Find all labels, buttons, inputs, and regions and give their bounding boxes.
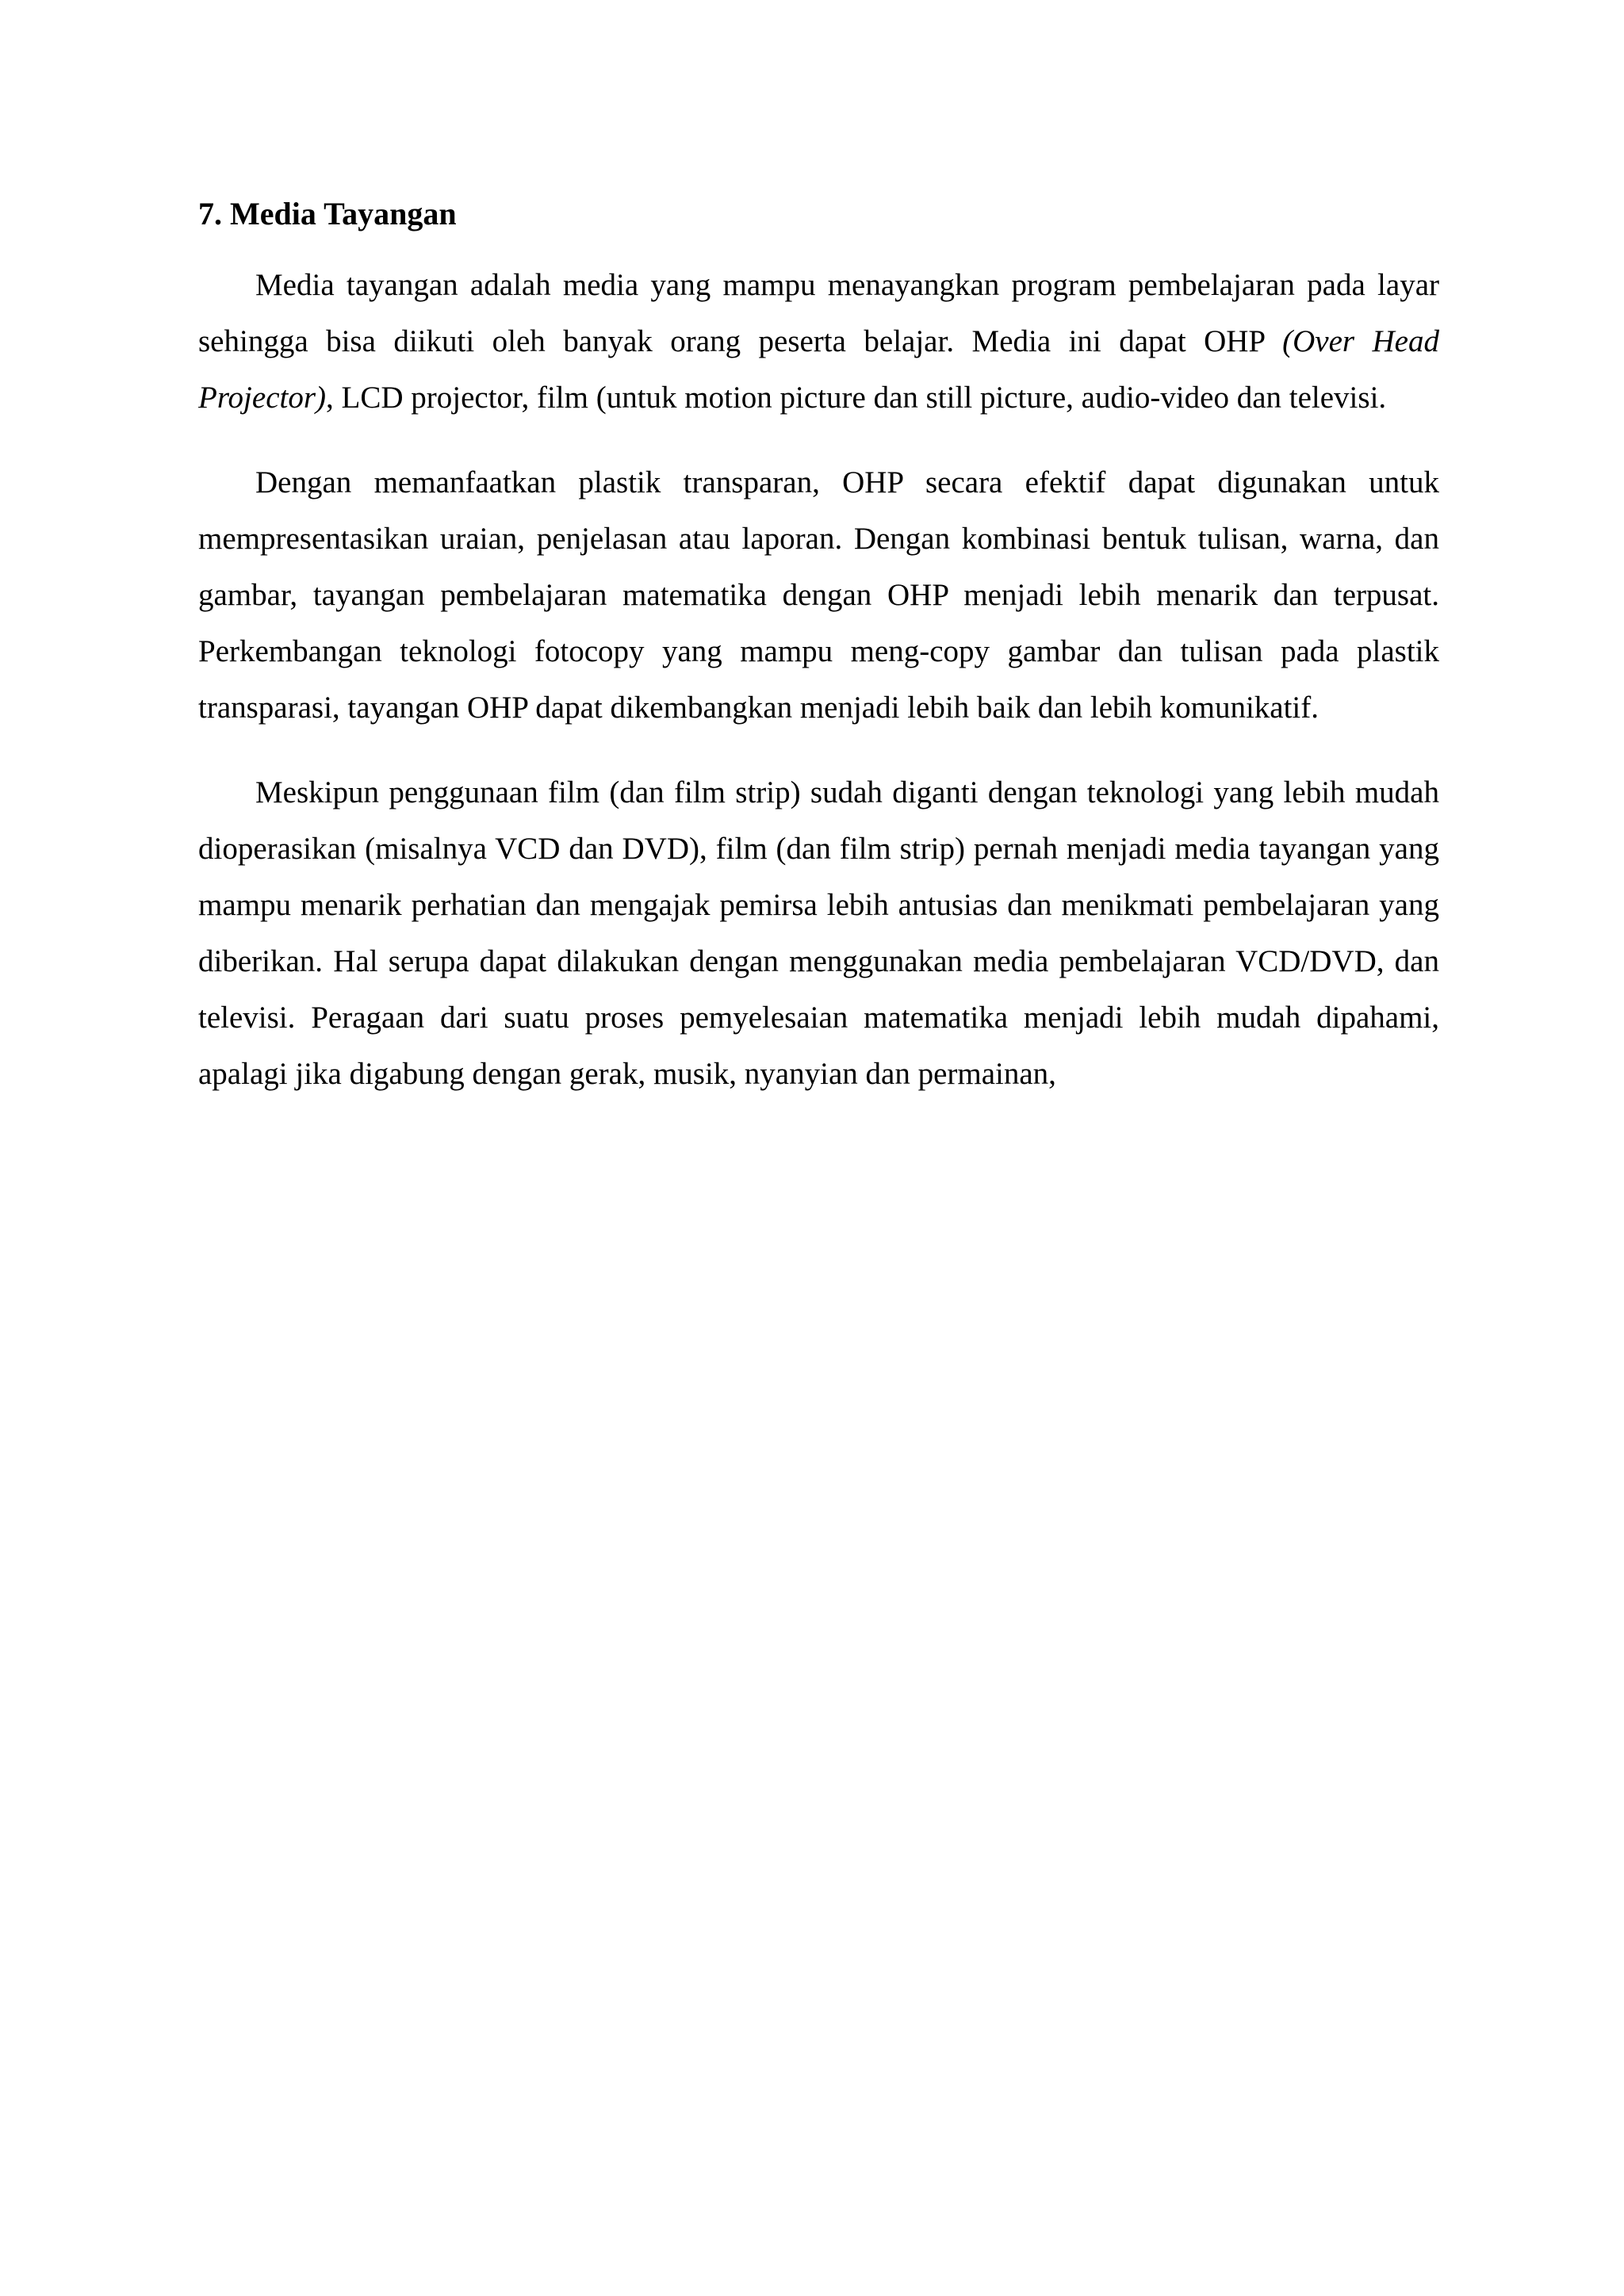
paragraph-2: Dengan memanfaatkan plastik transparan, OHP secara efektif dapat digunakan untuk mempresentasikan uraian, penjelasan atau laporan. Dengan kombinasi bentuk tulisan, warna, dan gambar, tayangan pembelajaran matematika dengan OHP menjadi lebih menarik dan terpusat. Perkembangan teknologi fotocopy yang mampu meng-copy gambar dan tulisan pada plastik transparasi, tayangan OHP dapat dikembangkan menjadi lebih baik dan lebih komunikatif.: [198, 465, 1439, 725]
paragraph-1-text-a: Media tayangan adalah media yang mampu menayangkan program pembelajaran pada layar sehingga bisa diikuti oleh banyak orang peserta belajar. Media ini dapat OHP: [198, 268, 1439, 358]
paragraph-1-italic: (Over Head Projector): [198, 324, 1439, 415]
paragraph-1: [198, 257, 1439, 426]
paragraph-1-text-b: , LCD projector, film (untuk motion picture dan still picture, audio-video dan televisi.: [326, 381, 1387, 415]
section-heading: 7. Media Tayangan: [198, 196, 457, 232]
document-page: [198, 190, 1439, 1131]
paragraph-3: Meskipun penggunaan film (dan film strip) sudah diganti dengan teknologi yang lebih mudah dioperasikan (misalnya VCD dan DVD), film (dan film strip) pernah menjadi media tayangan yang mampu menarik perhatian dan mengajak pemirsa lebih antusias dan menikmati pembelajaran yang diberikan. Hal serupa dapat dilakukan dengan menggunakan media pembelajaran VCD/DVD, dan televisi. Peragaan dari suatu proses pemyelesaian matematika menjadi lebih mudah dipahami, apalagi jika digabung dengan gerak, musik, nyanyian dan permainan,: [198, 775, 1439, 1091]
